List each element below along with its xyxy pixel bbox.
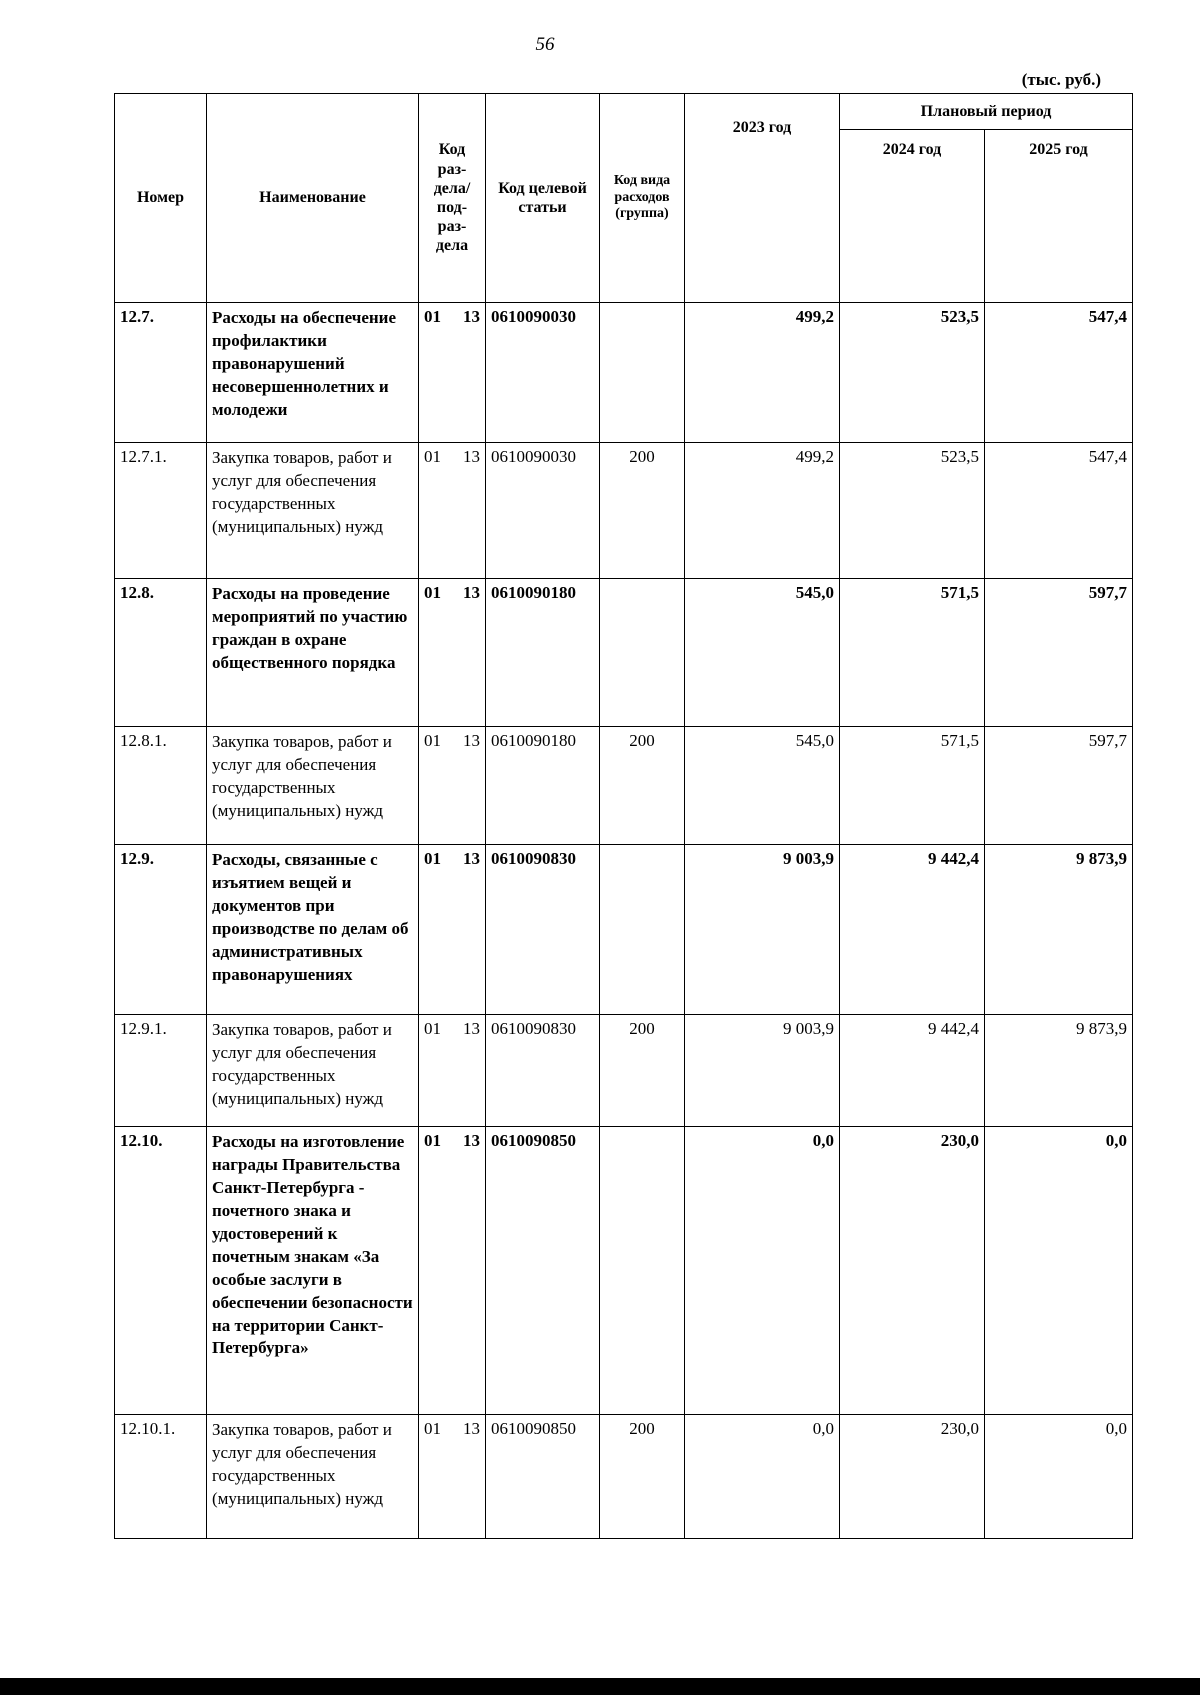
row-amount-2025: 597,7 bbox=[985, 727, 1133, 845]
table-body bbox=[115, 303, 1133, 1539]
units-label: (тыс. руб.) bbox=[1021, 70, 1101, 89]
row-amount-2024: 230,0 bbox=[840, 1127, 985, 1415]
header-number: Номер bbox=[115, 94, 207, 303]
section-code: 01 bbox=[424, 849, 441, 868]
header-2024: 2024 год bbox=[840, 130, 985, 303]
row-amount-2025: 597,7 bbox=[985, 579, 1133, 727]
table-row bbox=[115, 1127, 1133, 1415]
row-amount-2025: 9 873,9 bbox=[985, 1015, 1133, 1127]
section-code: 01 bbox=[424, 1131, 441, 1150]
row-target-code: 0610090030 bbox=[486, 443, 600, 579]
row-target-code: 0610090850 bbox=[486, 1415, 600, 1539]
subsection-code: 13 bbox=[463, 1019, 480, 1038]
row-expense-group: 200 bbox=[600, 727, 685, 845]
row-amount-2024: 230,0 bbox=[840, 1415, 985, 1539]
table-row bbox=[115, 579, 1133, 727]
row-amount-2025: 0,0 bbox=[985, 1415, 1133, 1539]
row-amount-2025: 547,4 bbox=[985, 443, 1133, 579]
row-section-code bbox=[419, 579, 486, 727]
row-number: 12.9. bbox=[115, 845, 207, 1015]
table-row bbox=[115, 727, 1133, 845]
row-amount-2024: 523,5 bbox=[840, 303, 985, 443]
row-number: 12.10. bbox=[115, 1127, 207, 1415]
row-expense-group bbox=[600, 845, 685, 1015]
row-name: Расходы на изготовление награды Правительства Санкт-Петербурга - почетного знака и удостоверений к почетным знакам «За особые заслуги в обеспечении безопасности на территории Санкт-Петербурга» bbox=[207, 1127, 419, 1415]
section-code: 01 bbox=[424, 583, 441, 602]
row-amount-2024: 571,5 bbox=[840, 727, 985, 845]
section-code: 01 bbox=[424, 447, 441, 466]
row-expense-group bbox=[600, 1127, 685, 1415]
table-row bbox=[115, 303, 1133, 443]
page-number: 56 bbox=[535, 34, 555, 55]
row-expense-group bbox=[600, 303, 685, 443]
table-row bbox=[115, 1015, 1133, 1127]
section-code: 01 bbox=[424, 731, 441, 750]
row-name: Расходы на проведение мероприятий по участию граждан в охране общественного порядка bbox=[207, 579, 419, 727]
row-amount-2024: 523,5 bbox=[840, 443, 985, 579]
row-target-code: 0610090180 bbox=[486, 727, 600, 845]
row-target-code: 0610090830 bbox=[486, 845, 600, 1015]
row-section-code bbox=[419, 443, 486, 579]
row-name: Расходы на обеспечение профилактики правонарушений несовершеннолетних и молодежи bbox=[207, 303, 419, 443]
row-amount-2024: 9 442,4 bbox=[840, 1015, 985, 1127]
row-number: 12.7.1. bbox=[115, 443, 207, 579]
table-header bbox=[115, 94, 1133, 303]
row-amount-2024: 9 442,4 bbox=[840, 845, 985, 1015]
row-amount-2024: 571,5 bbox=[840, 579, 985, 727]
subsection-code: 13 bbox=[463, 731, 480, 750]
header-name: Наименование bbox=[207, 94, 419, 303]
subsection-code: 13 bbox=[463, 307, 480, 326]
header-2025: 2025 год bbox=[985, 130, 1133, 303]
row-amount-2023: 499,2 bbox=[685, 443, 840, 579]
subsection-code: 13 bbox=[463, 1131, 480, 1150]
subsection-code: 13 bbox=[463, 849, 480, 868]
row-amount-2025: 0,0 bbox=[985, 1127, 1133, 1415]
header-target-code: Код целевой статьи bbox=[486, 94, 600, 303]
header-section-code: Код раз-дела/ под-раз-дела bbox=[419, 94, 486, 303]
row-name: Закупка товаров, работ и услуг для обеспечения государственных (муниципальных) нужд bbox=[207, 443, 419, 579]
table-row bbox=[115, 845, 1133, 1015]
row-target-code: 0610090180 bbox=[486, 579, 600, 727]
row-amount-2023: 499,2 bbox=[685, 303, 840, 443]
subsection-code: 13 bbox=[463, 1419, 480, 1438]
row-expense-group: 200 bbox=[600, 1015, 685, 1127]
row-expense-group bbox=[600, 579, 685, 727]
row-amount-2023: 545,0 bbox=[685, 727, 840, 845]
row-expense-group: 200 bbox=[600, 443, 685, 579]
row-section-code bbox=[419, 845, 486, 1015]
table-row bbox=[115, 443, 1133, 579]
row-amount-2023: 0,0 bbox=[685, 1415, 840, 1539]
header-2023: 2023 год bbox=[685, 94, 840, 303]
row-amount-2025: 547,4 bbox=[985, 303, 1133, 443]
row-amount-2023: 9 003,9 bbox=[685, 845, 840, 1015]
section-code: 01 bbox=[424, 1419, 441, 1438]
row-section-code bbox=[419, 1015, 486, 1127]
row-number: 12.8.1. bbox=[115, 727, 207, 845]
section-code: 01 bbox=[424, 1019, 441, 1038]
header-plan-period: Плановый период bbox=[840, 94, 1133, 130]
budget-table bbox=[114, 93, 1133, 1539]
header-expense-type-code: Код вида расходов (группа) bbox=[600, 94, 685, 303]
row-section-code bbox=[419, 1415, 486, 1539]
row-target-code: 0610090030 bbox=[486, 303, 600, 443]
scan-bottom-edge bbox=[0, 1678, 1200, 1695]
row-section-code bbox=[419, 303, 486, 443]
subsection-code: 13 bbox=[463, 583, 480, 602]
row-name: Закупка товаров, работ и услуг для обеспечения государственных (муниципальных) нужд bbox=[207, 727, 419, 845]
row-expense-group: 200 bbox=[600, 1415, 685, 1539]
section-code: 01 bbox=[424, 307, 441, 326]
subsection-code: 13 bbox=[463, 447, 480, 466]
row-amount-2023: 9 003,9 bbox=[685, 1015, 840, 1127]
row-name: Закупка товаров, работ и услуг для обеспечения государственных (муниципальных) нужд bbox=[207, 1415, 419, 1539]
table-row bbox=[115, 1415, 1133, 1539]
row-target-code: 0610090830 bbox=[486, 1015, 600, 1127]
row-number: 12.9.1. bbox=[115, 1015, 207, 1127]
row-target-code: 0610090850 bbox=[486, 1127, 600, 1415]
row-number: 12.7. bbox=[115, 303, 207, 443]
row-name: Закупка товаров, работ и услуг для обеспечения государственных (муниципальных) нужд bbox=[207, 1015, 419, 1127]
row-number: 12.10.1. bbox=[115, 1415, 207, 1539]
row-name: Расходы, связанные с изъятием вещей и документов при производстве по делам об административных правонарушениях bbox=[207, 845, 419, 1015]
row-section-code bbox=[419, 727, 486, 845]
row-amount-2023: 545,0 bbox=[685, 579, 840, 727]
row-amount-2025: 9 873,9 bbox=[985, 845, 1133, 1015]
row-number: 12.8. bbox=[115, 579, 207, 727]
row-amount-2023: 0,0 bbox=[685, 1127, 840, 1415]
row-section-code bbox=[419, 1127, 486, 1415]
